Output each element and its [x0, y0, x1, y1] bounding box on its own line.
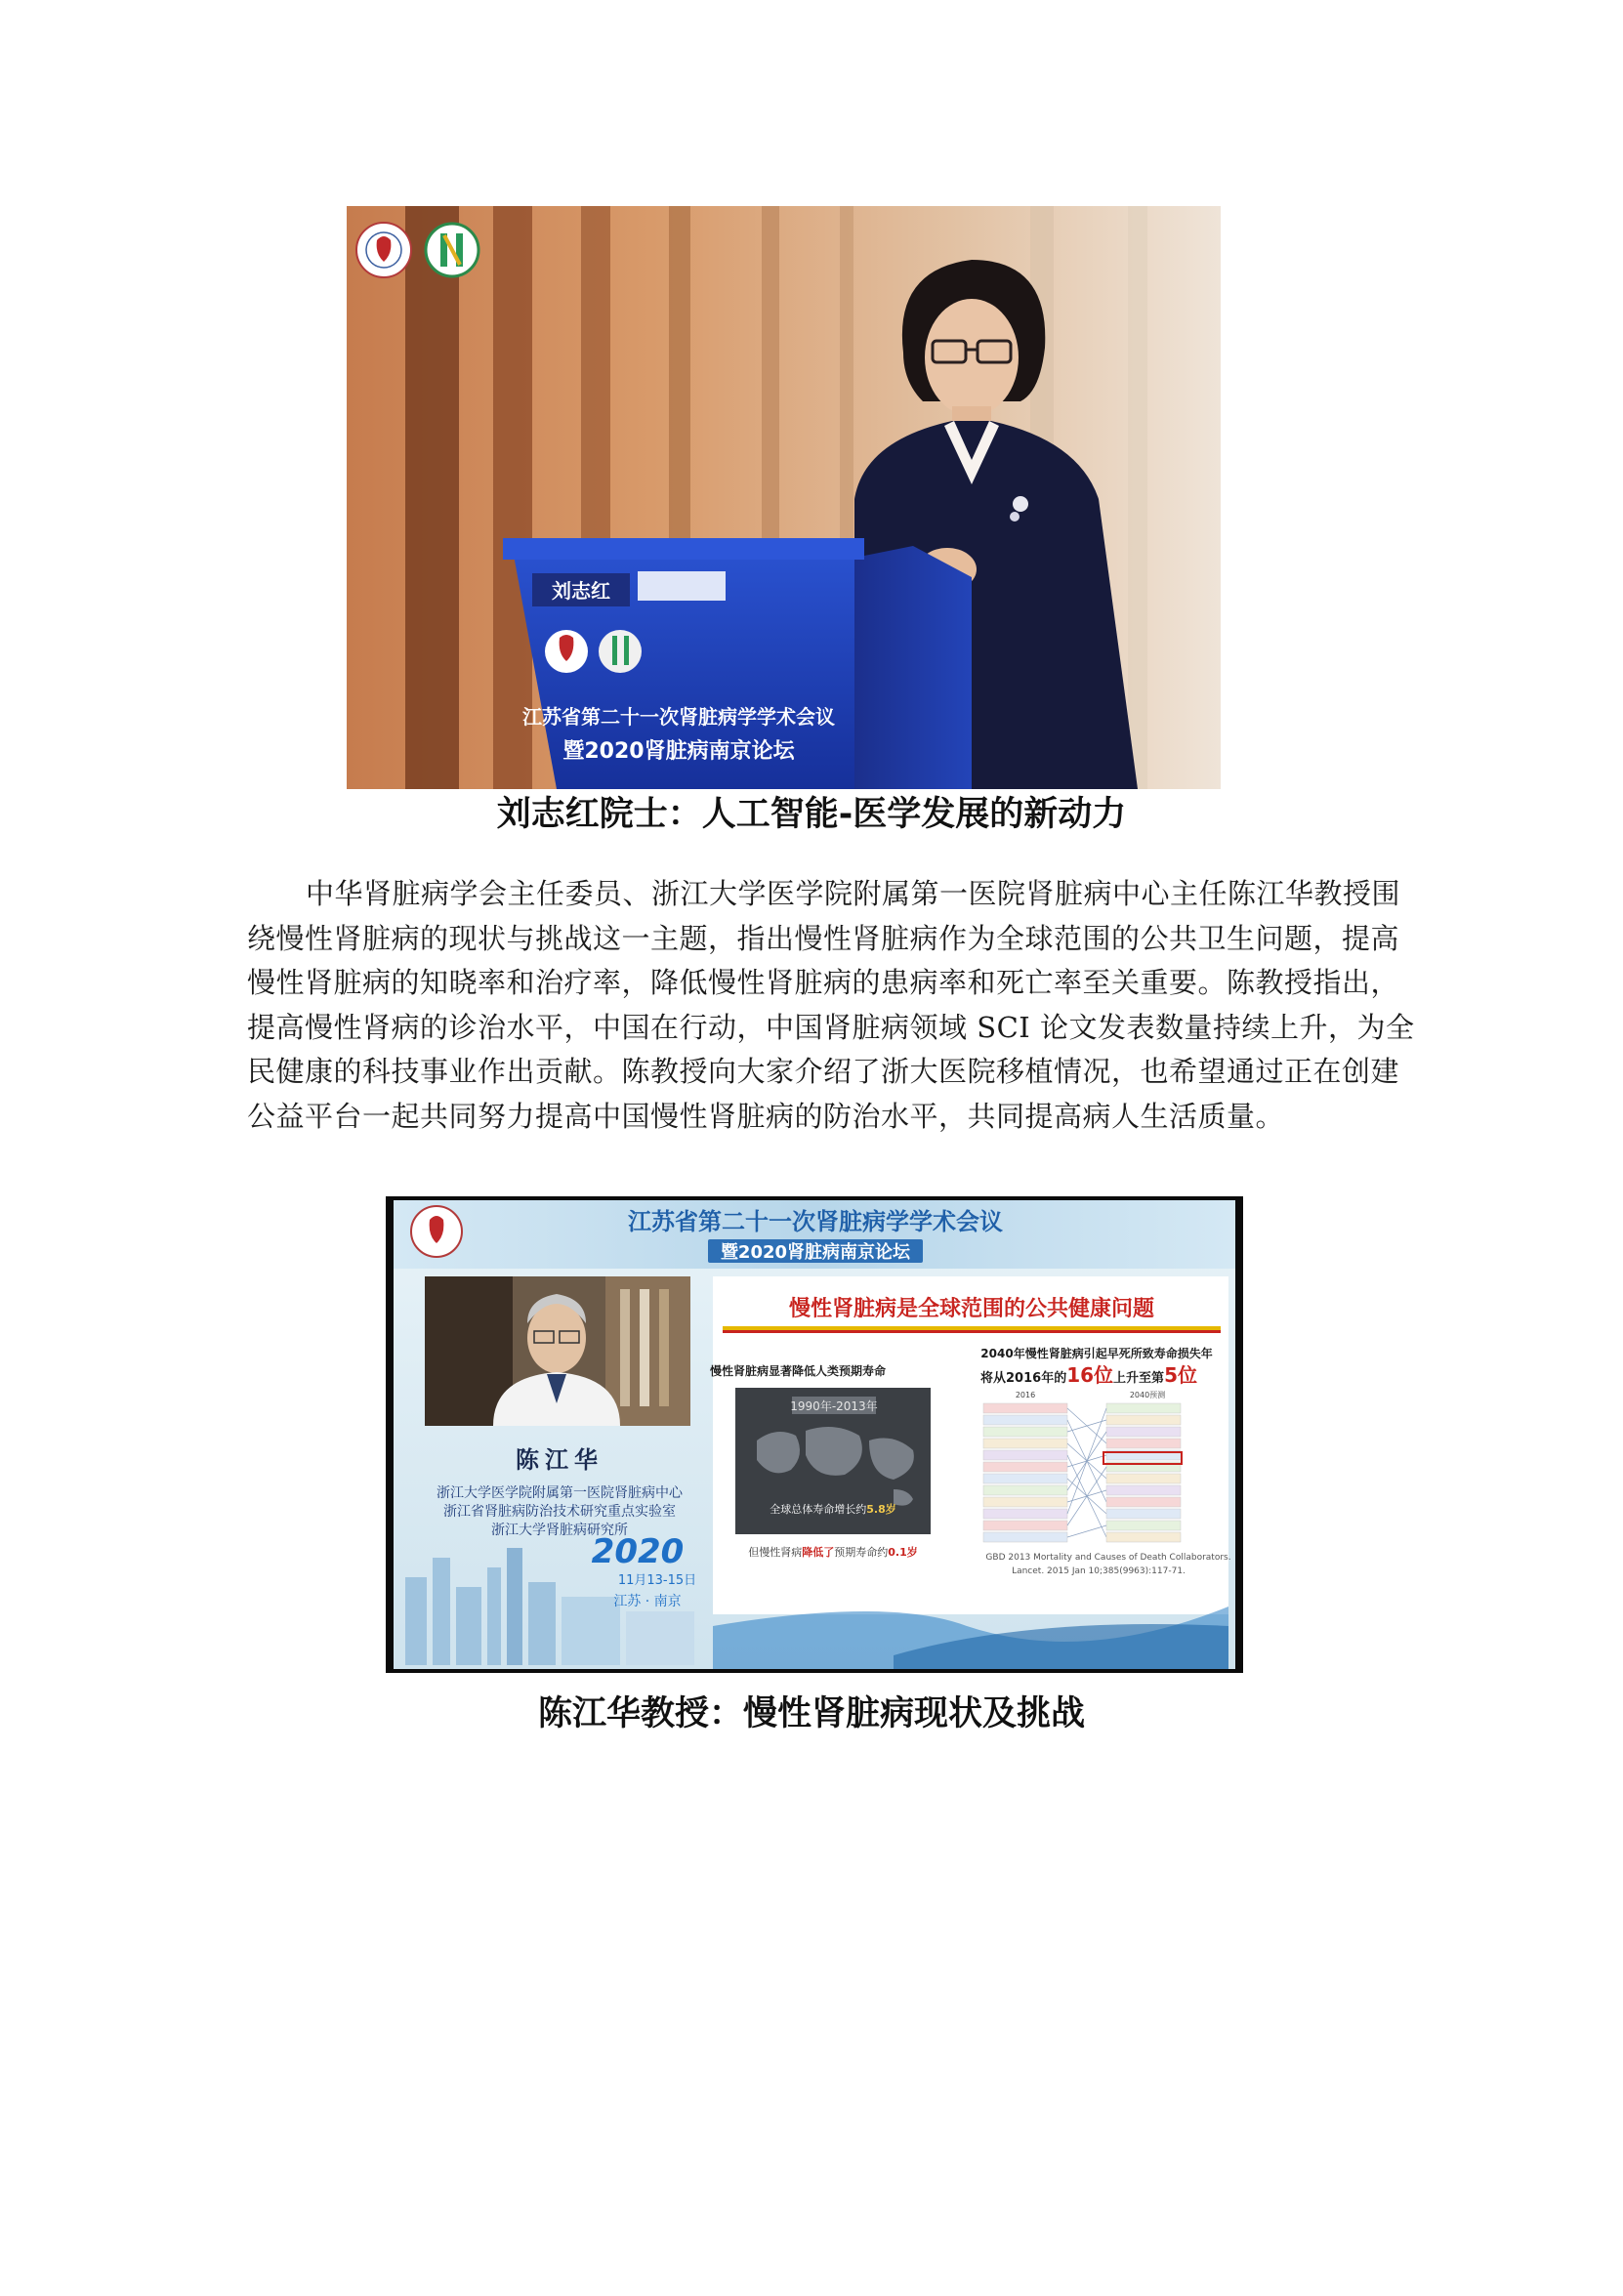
ranking-row: [1106, 1403, 1181, 1413]
ranking-row: [983, 1450, 1067, 1460]
map-period: 1990年-2013年: [790, 1399, 878, 1413]
citation-line: Lancet. 2015 Jan 10;385(9963):117-71.: [1012, 1566, 1186, 1576]
rank-to: 5位: [1164, 1363, 1197, 1387]
right-heading-mid: 上升至第: [1113, 1371, 1165, 1386]
forum-logo-icon: [426, 224, 479, 276]
slide-association-logo-icon: [411, 1206, 462, 1257]
slide-title: 慢性肾脏病是全球范围的公共健康问题: [788, 1297, 1155, 1321]
ranking-row: [983, 1532, 1067, 1542]
stat2-value: 0.1岁: [888, 1546, 918, 1559]
webcam-video: [425, 1276, 690, 1426]
ranking-row: [1106, 1509, 1181, 1519]
ranking-row: [1106, 1427, 1181, 1437]
stat1-prefix: 全球总体寿命增长约: [770, 1503, 867, 1516]
caption-chen: 陈江华教授：慢性肾脏病现状及挑战: [537, 1694, 1085, 1733]
podium-title-line2: 暨2020肾脏病南京论坛: [562, 739, 795, 764]
ranking-row: [1106, 1415, 1181, 1425]
table-col-2040: 2040预测: [1129, 1391, 1166, 1399]
svg-text:但慢性肾病降低了预期寿命约0.1岁: [748, 1545, 918, 1559]
svg-text:全球总体寿命增长约5.8岁: [770, 1502, 896, 1516]
stat2-mid: 降低了: [802, 1546, 835, 1559]
slide-right-heading: 2040年慢性肾脏病引起早死所致寿命损失年: [980, 1347, 1213, 1360]
paragraph-line: 绕慢性肾脏病的现状与挑战这一主题，指出慢性肾脏病作为全球范围的公共卫生问题，提高: [247, 921, 1400, 955]
paragraph-line: 民健康的科技事业作出贡献。陈教授向大家介绍了浙大医院移植情况，也希望通过正在创建: [247, 1055, 1400, 1088]
speaker-name: 陈江华: [516, 1445, 603, 1474]
speaker-affiliation: 浙江大学肾脏病研究所: [491, 1523, 628, 1538]
slide-header-line1: 江苏省第二十一次肾脏病学学术会议: [628, 1208, 1003, 1235]
paragraph-line: 提高慢性肾病的诊治水平，中国在行动，中国肾脏病领域 SCI 论文发表数量持续上升，为全: [247, 1010, 1415, 1044]
podium: [503, 538, 972, 789]
paragraph-line: 公益平台一起共同努力提高中国慢性肾脏病的防治水平，共同提高病人生活质量。: [247, 1099, 1285, 1133]
caption-liu: 刘志红院士：人工智能-医学发展的新动力: [496, 795, 1127, 834]
ranking-row: [983, 1474, 1067, 1483]
citation-line: GBD 2013 Mortality and Causes of Death Collaborators.: [985, 1553, 1231, 1563]
ranking-row: [983, 1462, 1067, 1472]
ranking-row: [983, 1509, 1067, 1519]
ranking-row: [1106, 1439, 1181, 1448]
ranking-row: [1106, 1485, 1181, 1495]
right-heading-prefix: 将从2016年的: [980, 1371, 1067, 1386]
paragraph-line: 中华肾脏病学会主任委员、浙江大学医学院附属第一医院肾脏病中心主任陈江华教授围: [306, 877, 1401, 910]
speaker-photo-liu: [347, 206, 1221, 789]
speaker-slide-chen: [386, 1196, 1243, 1673]
rank-from: 16位: [1066, 1363, 1114, 1387]
speaker-affiliation: 浙江省肾脏病防治技术研究重点实验室: [443, 1504, 676, 1520]
podium-title-line1: 江苏省第二十一次肾脏病学学术会议: [522, 705, 835, 729]
ranking-row: [983, 1485, 1067, 1495]
event-date: 11月13-15日: [617, 1573, 697, 1588]
world-map-panel: [735, 1388, 931, 1534]
speaker-affiliation: 浙江大学医学院附属第一医院肾脏病中心: [437, 1485, 683, 1501]
slide-left-heading: 慢性肾脏病显著降低人类预期寿命: [709, 1364, 887, 1378]
stat2-prefix: 但慢性肾病: [748, 1546, 803, 1559]
ranking-row: [1106, 1532, 1181, 1542]
ranking-row: [983, 1497, 1067, 1507]
paragraph-line: 慢性肾脏病的知晓率和治疗率，降低慢性肾脏病的患病率和死亡率至关重要。陈教授指出，: [247, 966, 1400, 999]
event-place: 江苏 · 南京: [613, 1594, 682, 1609]
ranking-row: [1106, 1521, 1181, 1530]
ranking-row: [983, 1439, 1067, 1448]
body-paragraph: [247, 872, 1415, 1139]
slide-header-line2: 暨2020肾脏病南京论坛: [720, 1242, 911, 1263]
table-col-2016: 2016: [1015, 1391, 1036, 1399]
association-logo-icon: [356, 223, 411, 277]
ranking-row: [1106, 1497, 1181, 1507]
stat1-value: 5.8岁: [866, 1503, 896, 1516]
podium-name: 刘志红: [552, 579, 610, 603]
event-year: 2020: [591, 1532, 685, 1571]
ranking-row: [983, 1521, 1067, 1530]
ranking-row: [983, 1403, 1067, 1413]
stat2-suffix: 预期寿命约: [834, 1546, 889, 1559]
ranking-row: [1106, 1474, 1181, 1483]
ranking-row: [983, 1415, 1067, 1425]
ranking-row: [983, 1427, 1067, 1437]
